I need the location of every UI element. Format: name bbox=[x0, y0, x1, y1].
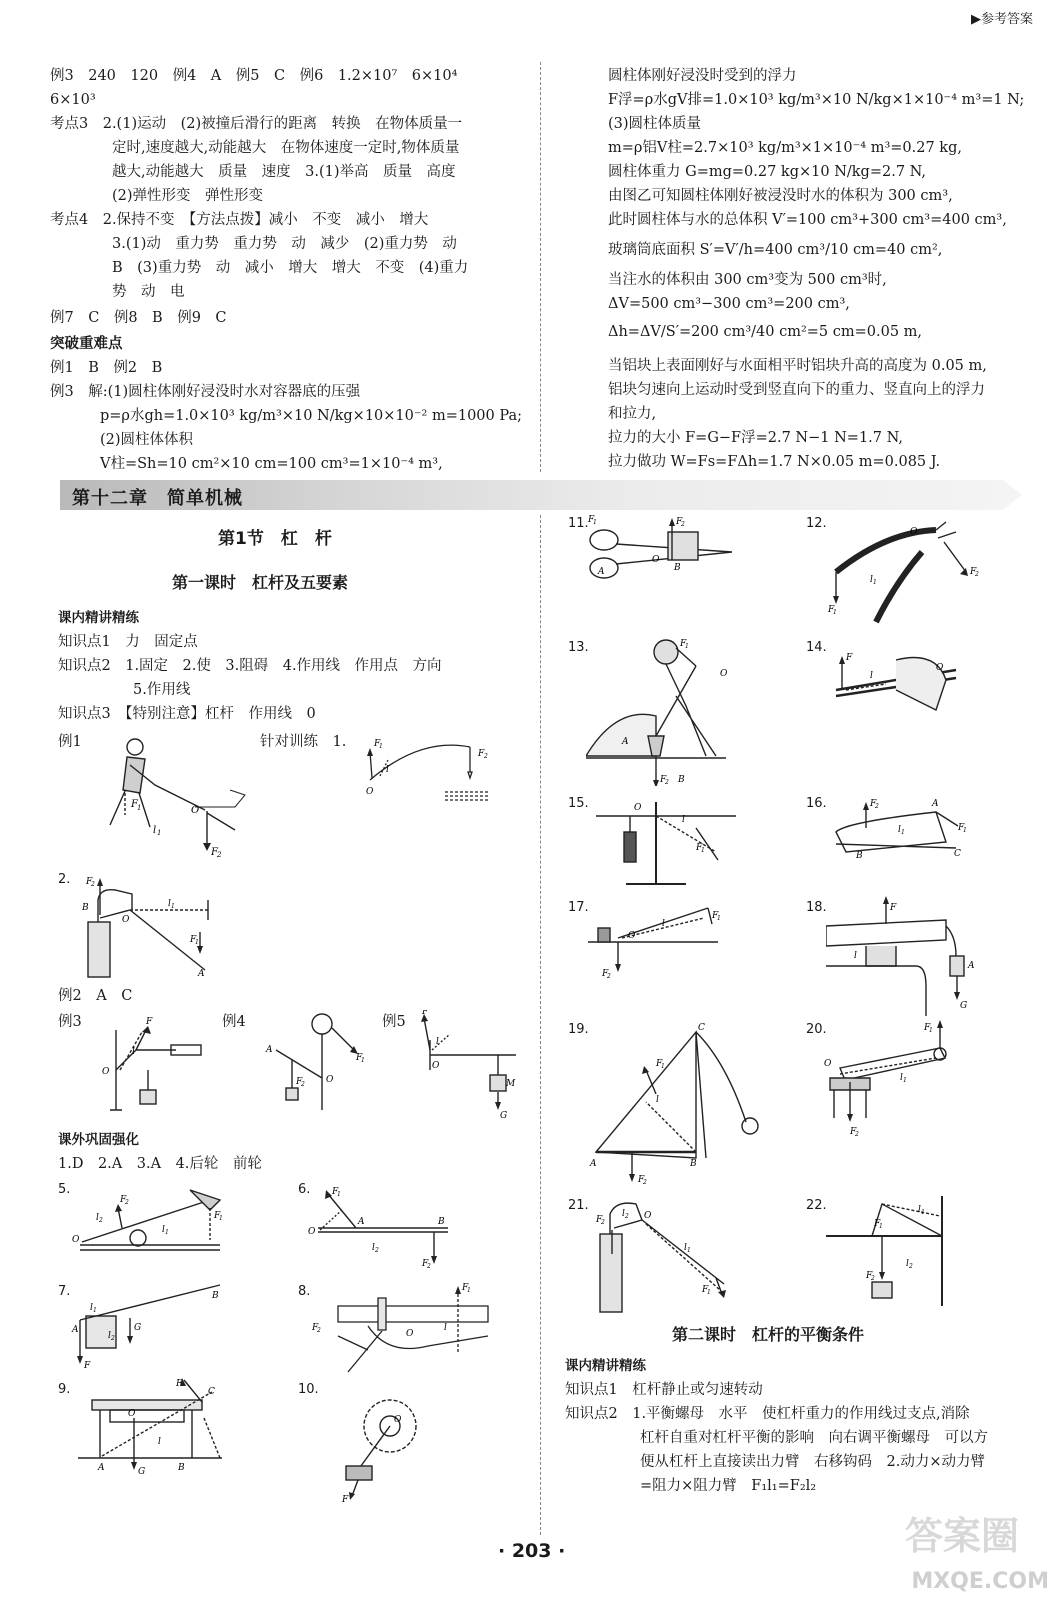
nail-clipper-diagram bbox=[826, 792, 976, 872]
figure-number: 7. bbox=[58, 1284, 71, 1299]
figure-number: 21. bbox=[568, 1198, 589, 1213]
svg-text:1: 1 bbox=[707, 1289, 711, 1296]
text-line: 铝块匀速向上运动时受到竖直向下的重力、竖直向上的浮力 bbox=[608, 382, 985, 398]
svg-text:C: C bbox=[208, 1387, 215, 1397]
svg-text:B: B bbox=[82, 903, 89, 913]
section-heading: 课外巩固强化 bbox=[58, 1132, 139, 1148]
svg-text:F: F bbox=[890, 903, 897, 913]
section-title: 第1节 杠 杆 bbox=[218, 529, 332, 549]
figure-19 bbox=[586, 1022, 786, 1192]
pole-lever-diagram bbox=[262, 1010, 372, 1115]
svg-text:F: F bbox=[86, 877, 93, 887]
section-heading: 课内精讲精练 bbox=[58, 610, 139, 626]
svg-text:1: 1 bbox=[929, 1027, 933, 1034]
svg-text:A: A bbox=[266, 1045, 273, 1055]
svg-text:A: A bbox=[198, 969, 205, 979]
svg-text:F: F bbox=[214, 1211, 221, 1221]
text-line: p=ρ水gh=1.0×10³ kg/m³×10 N/kg×10×10⁻² m=1000 Pa; bbox=[100, 408, 522, 424]
svg-text:1: 1 bbox=[717, 915, 721, 922]
svg-text:M: M bbox=[506, 1079, 516, 1089]
pliers-diagram bbox=[826, 512, 986, 627]
svg-text:A: A bbox=[622, 737, 629, 747]
svg-text:l: l bbox=[386, 765, 389, 775]
drawbridge-diagram bbox=[586, 1022, 786, 1192]
svg-text:F: F bbox=[131, 799, 138, 810]
svg-text:1: 1 bbox=[593, 519, 597, 526]
svg-text:O: O bbox=[394, 1415, 402, 1425]
svg-text:2: 2 bbox=[643, 1179, 647, 1186]
section-heading: 课内精讲精练 bbox=[565, 1358, 646, 1374]
svg-text:2: 2 bbox=[91, 881, 95, 888]
svg-text:A: A bbox=[968, 961, 975, 971]
svg-text:F: F bbox=[638, 1175, 645, 1185]
text-line: 拉力的大小 F=G−F浮=2.7 N−1 N=1.7 N, bbox=[608, 430, 903, 446]
svg-text:F: F bbox=[374, 739, 381, 749]
text-line: 知识点2 1.固定 2.使 3.阻碍 4.作用线 作用点 方向 bbox=[58, 658, 442, 674]
svg-text:l: l bbox=[662, 919, 665, 929]
crowbar-diagram bbox=[588, 898, 728, 982]
svg-text:B: B bbox=[212, 1291, 219, 1301]
text-line: 例2 A C bbox=[58, 988, 133, 1004]
svg-text:2: 2 bbox=[875, 803, 879, 810]
text-line: 例3 240 120 例4 A 例5 C 例6 1.2×10⁷ 6×10⁴ bbox=[50, 68, 458, 84]
text-line: =阻力×阻力臂 F₁l₁=F₂l₂ bbox=[640, 1478, 817, 1494]
text-line: 知识点3 【特别注意】杠杆 作用线 0 bbox=[58, 706, 316, 722]
figure-number: 13. bbox=[568, 640, 589, 655]
svg-text:F: F bbox=[296, 1077, 303, 1087]
svg-text:O: O bbox=[72, 1235, 80, 1245]
svg-text:F: F bbox=[676, 517, 683, 527]
svg-text:O: O bbox=[308, 1227, 316, 1237]
text-line: (3)圆柱体质量 bbox=[608, 116, 702, 132]
svg-text:F: F bbox=[211, 847, 218, 858]
figure-number: 19. bbox=[568, 1022, 589, 1037]
svg-text:A: A bbox=[72, 1325, 79, 1335]
brake-lever-diagram bbox=[308, 1276, 498, 1376]
svg-text:2: 2 bbox=[975, 571, 979, 578]
svg-text:G: G bbox=[960, 1001, 968, 1011]
svg-text:B: B bbox=[438, 1217, 445, 1227]
svg-text:2: 2 bbox=[625, 1213, 629, 1220]
figure-12 bbox=[826, 512, 986, 627]
text-line: m=ρ铝V柱=2.7×10³ kg/m³×1×10⁻⁴ m³=0.27 kg, bbox=[608, 140, 962, 156]
figure-7 bbox=[70, 1280, 230, 1370]
text-line: 3.(1)动 重力势 重力势 动 减少 (2)重力势 动 bbox=[112, 236, 457, 252]
page-number: · 203 · bbox=[498, 1540, 566, 1562]
svg-text:l: l bbox=[870, 575, 873, 585]
pump-lever-diagram-2 bbox=[586, 1194, 746, 1314]
balance-lever-diagram bbox=[586, 792, 746, 892]
svg-text:F: F bbox=[422, 1259, 429, 1269]
text-line: 5.作用线 bbox=[133, 682, 191, 698]
svg-text:B: B bbox=[856, 851, 863, 861]
svg-text:O: O bbox=[366, 787, 374, 797]
text-line: 例1 B 例2 B bbox=[50, 360, 163, 376]
text-line: 6×10³ bbox=[50, 92, 96, 108]
text-line: 当注水的体积由 300 cm³变为 500 cm³时, bbox=[608, 272, 887, 288]
svg-text:l: l bbox=[854, 951, 857, 961]
figure-11 bbox=[582, 512, 742, 592]
horizontal-lever-diagram bbox=[308, 1180, 458, 1270]
svg-text:F: F bbox=[332, 1187, 339, 1197]
svg-text:1: 1 bbox=[879, 1223, 883, 1230]
scissors-diagram bbox=[582, 512, 742, 592]
text-line: 由图乙可知圆柱体刚好被浸没时水的体积为 300 cm³, bbox=[608, 188, 953, 204]
svg-text:O: O bbox=[326, 1075, 334, 1085]
svg-text:G: G bbox=[500, 1111, 508, 1120]
svg-text:l: l bbox=[108, 1331, 111, 1341]
svg-text:O: O bbox=[122, 915, 130, 925]
text-line: 圆柱体重力 G=mg=0.27 kg×10 N/kg=2.7 N, bbox=[608, 164, 927, 180]
text-line: 例7 C 例8 B 例9 C bbox=[50, 310, 227, 326]
svg-text:1: 1 bbox=[833, 609, 837, 616]
figure-example-3 bbox=[96, 1010, 211, 1115]
svg-text:l: l bbox=[90, 1303, 93, 1313]
text-line: F浮=ρ水gV排=1.0×10³ kg/m³×10 N/kg×1×10⁻⁴ m³=1 N; bbox=[608, 92, 1025, 108]
figure-number: 9. bbox=[58, 1382, 71, 1397]
svg-text:F: F bbox=[660, 775, 667, 785]
text-line: ΔV=500 cm³−300 cm³=200 cm³, bbox=[608, 296, 850, 312]
figure-6 bbox=[308, 1180, 458, 1270]
text-line: V柱=Sh=10 cm²×10 cm=100 cm³=1×10⁻⁴ m³, bbox=[100, 456, 443, 472]
svg-text:2: 2 bbox=[217, 851, 222, 859]
svg-text:l: l bbox=[162, 1225, 165, 1235]
wall-lever-diagram bbox=[420, 1010, 520, 1120]
svg-text:1: 1 bbox=[93, 1307, 97, 1314]
text-line: 越大,动能越大 质量 速度 3.(1)举高 质量 高度 bbox=[112, 164, 456, 180]
svg-text:2: 2 bbox=[427, 1263, 431, 1270]
figure-example-5 bbox=[420, 1010, 520, 1120]
section-heading: 突破重难点 bbox=[50, 336, 123, 352]
figure-8 bbox=[308, 1276, 498, 1376]
svg-text:l: l bbox=[906, 1259, 909, 1269]
svg-text:F: F bbox=[702, 1285, 709, 1295]
svg-text:l: l bbox=[96, 1213, 99, 1223]
pump-lever-diagram bbox=[70, 870, 230, 980]
watermark: MXQE.COM bbox=[911, 1569, 1049, 1594]
figure-number: 10. bbox=[298, 1382, 319, 1397]
svg-text:F: F bbox=[958, 823, 965, 833]
text-line: 知识点1 杠杆静止或匀速转动 bbox=[565, 1382, 763, 1398]
example-label: 例4 bbox=[222, 1014, 246, 1030]
svg-text:A: A bbox=[590, 1159, 597, 1169]
svg-text:F: F bbox=[656, 1059, 663, 1069]
svg-text:l: l bbox=[870, 671, 873, 681]
svg-text:l: l bbox=[436, 1037, 439, 1047]
svg-text:O: O bbox=[910, 527, 918, 537]
figure-17 bbox=[588, 898, 728, 982]
svg-text:O: O bbox=[936, 663, 944, 673]
wall-bracket-diagram bbox=[822, 1196, 962, 1316]
chapter-title: 第十二章 简单机械 bbox=[72, 488, 243, 509]
figure-5 bbox=[70, 1180, 230, 1260]
svg-text:1: 1 bbox=[661, 1063, 665, 1070]
svg-text:2: 2 bbox=[871, 1275, 875, 1282]
svg-text:O: O bbox=[644, 1211, 652, 1221]
svg-text:l: l bbox=[153, 825, 157, 836]
chopsticks-diagram bbox=[826, 640, 966, 730]
watermark-logo: 答案圈 bbox=[904, 1514, 1019, 1558]
figure-number: 11. bbox=[568, 516, 589, 531]
svg-text:F: F bbox=[84, 1361, 91, 1370]
svg-text:l: l bbox=[158, 1437, 161, 1447]
svg-text:A: A bbox=[98, 1463, 105, 1473]
svg-text:l: l bbox=[898, 825, 901, 835]
lesson1-title: 第一课时 杠杆及五要素 bbox=[172, 573, 349, 592]
svg-text:F: F bbox=[828, 605, 835, 615]
figure-number: 5. bbox=[58, 1182, 71, 1197]
svg-text:F: F bbox=[312, 1323, 319, 1333]
svg-text:l: l bbox=[168, 899, 171, 909]
figure-practice-1 bbox=[360, 732, 520, 802]
svg-text:1: 1 bbox=[921, 1209, 925, 1216]
svg-text:2: 2 bbox=[99, 1217, 103, 1224]
svg-text:l: l bbox=[682, 815, 685, 825]
example-label: 例3 bbox=[58, 1014, 82, 1030]
svg-text:F: F bbox=[924, 1023, 931, 1033]
svg-text:2: 2 bbox=[125, 1199, 129, 1206]
svg-text:1: 1 bbox=[467, 1287, 471, 1294]
svg-text:1: 1 bbox=[219, 1215, 223, 1222]
svg-text:2: 2 bbox=[484, 753, 488, 760]
svg-text:2: 2 bbox=[111, 1335, 115, 1342]
text-line: 知识点1 力 固定点 bbox=[58, 634, 198, 650]
svg-text:O: O bbox=[432, 1061, 440, 1071]
svg-text:F: F bbox=[680, 639, 687, 649]
svg-text:1: 1 bbox=[901, 829, 905, 836]
svg-text:2: 2 bbox=[665, 779, 669, 786]
svg-text:F: F bbox=[874, 1219, 881, 1229]
svg-text:A: A bbox=[932, 799, 939, 809]
inclined-lever-diagram bbox=[70, 1280, 230, 1370]
svg-text:B: B bbox=[678, 775, 685, 785]
svg-text:A: A bbox=[598, 567, 605, 577]
svg-text:l: l bbox=[444, 1323, 447, 1333]
svg-text:2: 2 bbox=[855, 1131, 859, 1138]
example-label: 例5 bbox=[382, 1014, 406, 1030]
farmer-lever-diagram bbox=[95, 735, 255, 860]
text-line: 和拉力, bbox=[608, 406, 657, 422]
figure-21 bbox=[586, 1194, 746, 1314]
svg-text:1: 1 bbox=[157, 829, 162, 837]
svg-text:F: F bbox=[356, 1053, 363, 1063]
svg-text:G: G bbox=[134, 1323, 142, 1333]
svg-text:F: F bbox=[120, 1195, 127, 1205]
svg-text:2: 2 bbox=[375, 1247, 379, 1254]
figure-number: 22. bbox=[806, 1198, 827, 1213]
svg-text:2: 2 bbox=[681, 521, 685, 528]
column-divider-top bbox=[540, 62, 542, 472]
svg-text:1: 1 bbox=[873, 579, 877, 586]
text-line: 1.D 2.A 3.A 4.后轮 前轮 bbox=[58, 1156, 262, 1172]
figure-number: 6. bbox=[298, 1182, 311, 1197]
svg-text:1: 1 bbox=[137, 804, 142, 812]
figure-number: 16. bbox=[806, 796, 827, 811]
figure-14 bbox=[826, 640, 966, 730]
svg-text:O: O bbox=[824, 1059, 832, 1069]
column-divider-bottom bbox=[540, 515, 542, 1535]
text-line: 考点4 2.保持不变 【方法点拨】减小 不变 减小 增大 bbox=[50, 212, 429, 228]
svg-text:l: l bbox=[372, 1243, 375, 1253]
figure-number: 17. bbox=[568, 900, 589, 915]
bicycle-pedal-diagram bbox=[330, 1390, 440, 1505]
svg-text:F: F bbox=[712, 911, 719, 921]
figure-number: 18. bbox=[806, 900, 827, 915]
text-line: 考点3 2.(1)运动 (2)被撞后滑行的距离 转换 在物体质量一 bbox=[50, 116, 463, 132]
figure-2 bbox=[70, 870, 230, 980]
text-line: 拉力做功 W=Fs=FΔh=1.7 N×0.05 m=0.085 J. bbox=[608, 454, 941, 470]
svg-text:C: C bbox=[954, 849, 961, 859]
figure-number: 12. bbox=[806, 516, 827, 531]
text-line: 例3 解:(1)圆柱体刚好浸没时水对容器底的压强 bbox=[50, 384, 361, 400]
tongs-lever-diagram bbox=[820, 1018, 970, 1148]
svg-text:F: F bbox=[602, 969, 609, 979]
text-line: 便从杠杆上直接读出力臂 右移钩码 2.动力×动力臂 bbox=[640, 1454, 985, 1470]
fishing-rod-diagram bbox=[360, 732, 520, 802]
svg-text:F: F bbox=[870, 799, 877, 809]
svg-text:F: F bbox=[478, 749, 485, 759]
figure-13 bbox=[586, 636, 736, 786]
text-line: (2)圆柱体体积 bbox=[100, 432, 194, 448]
figure-20 bbox=[820, 1018, 970, 1148]
svg-text:1: 1 bbox=[903, 1077, 907, 1084]
figure-9 bbox=[72, 1378, 232, 1478]
practice-label: 针对训练 1. bbox=[260, 734, 347, 750]
svg-text:B: B bbox=[178, 1463, 185, 1473]
text-line: 玻璃筒底面积 S′=V′/h=400 cm³/10 cm=40 cm², bbox=[608, 242, 943, 258]
svg-text:1: 1 bbox=[963, 827, 967, 834]
svg-text:A: A bbox=[358, 1217, 365, 1227]
svg-text:l: l bbox=[132, 1047, 135, 1057]
svg-text:F: F bbox=[596, 1215, 603, 1225]
svg-text:B: B bbox=[690, 1159, 697, 1169]
svg-text:1: 1 bbox=[195, 939, 199, 946]
svg-text:F: F bbox=[342, 1495, 349, 1505]
figure-15 bbox=[586, 792, 746, 892]
svg-text:F: F bbox=[422, 1010, 429, 1017]
svg-text:2: 2 bbox=[601, 1219, 605, 1226]
text-line: 知识点2 1.平衡螺母 水平 使杠杆重力的作用线过支点,消除 bbox=[565, 1406, 970, 1422]
table-lever-diagram bbox=[72, 1378, 232, 1478]
svg-text:G: G bbox=[138, 1467, 146, 1477]
svg-text:F: F bbox=[146, 1017, 153, 1027]
svg-text:O: O bbox=[406, 1329, 414, 1339]
svg-text:l: l bbox=[622, 1209, 625, 1219]
figure-18 bbox=[826, 896, 986, 1016]
svg-text:O: O bbox=[128, 1409, 136, 1419]
shovel-worker-diagram bbox=[586, 636, 736, 786]
svg-text:F: F bbox=[696, 843, 703, 853]
header-tag: ▶参考答案 bbox=[970, 12, 1033, 27]
svg-text:F: F bbox=[846, 653, 853, 663]
svg-text:O: O bbox=[102, 1067, 110, 1077]
figure-number: 2. bbox=[58, 872, 71, 887]
figure-number: 20. bbox=[806, 1022, 827, 1037]
svg-text:C: C bbox=[698, 1023, 705, 1033]
bent-lever-diagram bbox=[96, 1010, 211, 1115]
text-line: B (3)重力势 动 减小 增大 增大 不变 (4)重力 bbox=[112, 260, 469, 276]
svg-text:2: 2 bbox=[317, 1327, 321, 1334]
svg-text:1: 1 bbox=[361, 1057, 365, 1064]
svg-text:1: 1 bbox=[171, 903, 175, 910]
text-line: 圆柱体刚好浸没时受到的浮力 bbox=[608, 68, 797, 84]
text-line: Δh=ΔV/S′=200 cm³/40 cm²=5 cm=0.05 m, bbox=[608, 324, 923, 340]
svg-text:O: O bbox=[191, 805, 200, 816]
steelyard-diagram bbox=[826, 896, 986, 1016]
svg-text:O: O bbox=[652, 555, 660, 565]
svg-text:F: F bbox=[190, 935, 197, 945]
svg-text:2: 2 bbox=[607, 973, 611, 980]
svg-text:1: 1 bbox=[337, 1191, 341, 1198]
example-label: 例1 bbox=[58, 734, 82, 750]
svg-text:l: l bbox=[656, 1095, 659, 1105]
text-line: 当铝块上表面刚好与水面相平时铝块升高的高度为 0.05 m, bbox=[608, 358, 987, 374]
svg-text:1: 1 bbox=[701, 847, 705, 854]
figure-number: 8. bbox=[298, 1284, 311, 1299]
svg-text:1: 1 bbox=[379, 743, 383, 750]
board-lever-diagram bbox=[70, 1180, 230, 1260]
svg-text:1: 1 bbox=[165, 1229, 169, 1236]
figure-22 bbox=[822, 1196, 962, 1316]
svg-text:F: F bbox=[866, 1271, 873, 1281]
figure-example-4 bbox=[262, 1010, 372, 1115]
figure-example-1 bbox=[95, 735, 255, 860]
text-line: 势 动 电 bbox=[112, 284, 185, 300]
svg-text:O: O bbox=[628, 931, 636, 941]
figure-10 bbox=[330, 1390, 440, 1505]
svg-text:F: F bbox=[462, 1283, 469, 1293]
svg-text:F: F bbox=[588, 515, 595, 525]
svg-text:1: 1 bbox=[687, 1247, 691, 1254]
svg-text:2: 2 bbox=[909, 1263, 913, 1270]
svg-text:B: B bbox=[674, 563, 681, 573]
svg-text:F: F bbox=[850, 1127, 857, 1137]
svg-text:l: l bbox=[918, 1205, 921, 1215]
svg-text:l: l bbox=[684, 1243, 687, 1253]
svg-text:O: O bbox=[720, 669, 728, 679]
text-line: (2)弹性形变 弹性形变 bbox=[112, 188, 264, 204]
text-line: 此时圆柱体与水的总体积 V′=100 cm³+300 cm³=400 cm³, bbox=[608, 212, 1007, 228]
svg-text:F: F bbox=[176, 1379, 183, 1389]
svg-text:2: 2 bbox=[301, 1081, 305, 1088]
text-line: 杠杆自重对杠杆平衡的影响 向右调平衡螺母 可以方 bbox=[640, 1430, 988, 1446]
figure-number: 15. bbox=[568, 796, 589, 811]
figure-number: 14. bbox=[806, 640, 827, 655]
svg-text:F: F bbox=[970, 567, 977, 577]
svg-text:O: O bbox=[634, 803, 642, 813]
header-tag-text: 参考答案 bbox=[980, 12, 1033, 27]
svg-text:l: l bbox=[900, 1073, 903, 1083]
svg-text:1: 1 bbox=[685, 643, 689, 650]
text-line: 定时,速度越大,动能越大 在物体速度一定时,物体质量 bbox=[112, 140, 460, 156]
figure-16 bbox=[826, 792, 976, 872]
lesson2-title: 第二课时 杠杆的平衡条件 bbox=[672, 1325, 865, 1344]
